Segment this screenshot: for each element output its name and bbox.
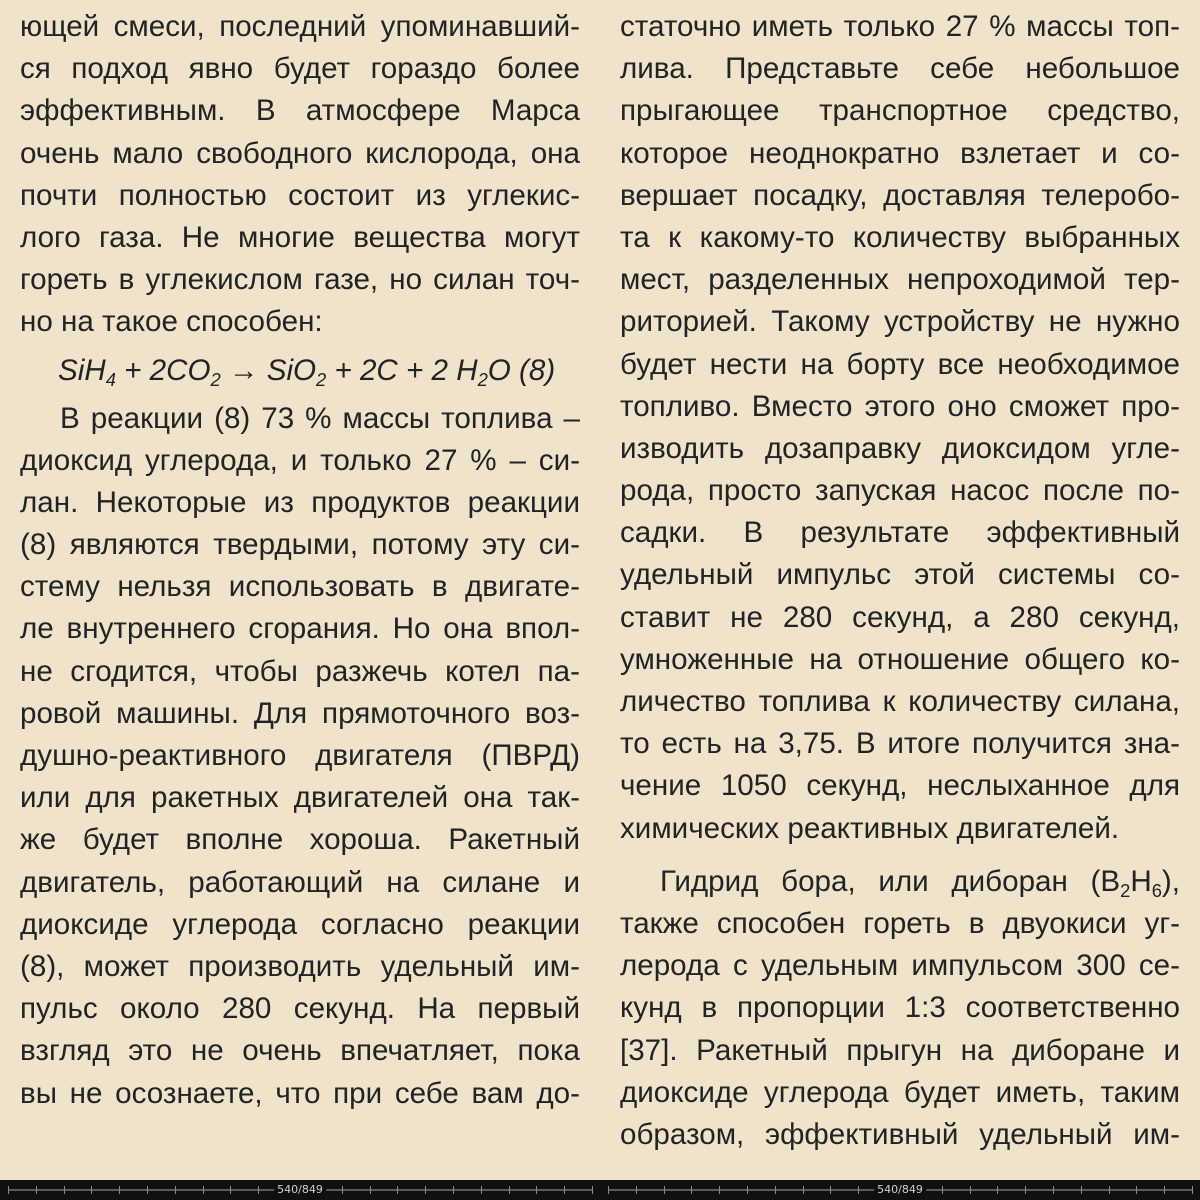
- text-line: двигатель, работающий на силане и: [20, 865, 580, 899]
- progress-tick: [1025, 1186, 1026, 1194]
- status-bar-right: [600, 1180, 1200, 1200]
- text-line: но на такое способен:: [20, 305, 323, 339]
- right-paragraph-diborane: [620, 861, 1180, 1156]
- progress-tick: [858, 1186, 859, 1194]
- progress-tick: [342, 1186, 343, 1194]
- text-line: лерода с удельным импульсом 300 се-: [620, 949, 1180, 983]
- progress-tick: [747, 1186, 748, 1194]
- progress-tick: [453, 1186, 454, 1194]
- text-line: (8) являются твердыми, потому эту си-: [20, 528, 580, 562]
- progress-tick: [175, 1186, 176, 1194]
- text-line: пульс около 280 секунд. На первый: [20, 992, 580, 1026]
- text-line: не сгодится, чтобы разжечь котел па-: [20, 654, 580, 688]
- progress-tick: [36, 1186, 37, 1194]
- text-line: также способен гореть в двуокиси уг-: [620, 906, 1180, 940]
- text-line: личество топлива к количеству силана,: [620, 685, 1180, 718]
- text-line: которое неоднократно взлетает и со-: [620, 136, 1180, 170]
- progress-tick: [997, 1186, 998, 1194]
- text-line: В реакции (8) 73 % массы топлива –: [60, 401, 580, 435]
- text-line: ся подход явно будет гораздо более: [20, 52, 580, 86]
- text-line: химических реактивных двигателей.: [620, 811, 1120, 845]
- text-line: удельный импульс этой системы со-: [620, 558, 1180, 592]
- progress-tick: [509, 1186, 510, 1194]
- page-counter: 540/849: [274, 1182, 326, 1197]
- text-line: топливо. Вместо этого оно сможет про-: [620, 389, 1180, 423]
- progress-tick: [592, 1186, 593, 1194]
- text-line: лан. Некоторые из продуктов реакции: [20, 485, 580, 519]
- text-line: ющей смеси, последний упоминавший-: [20, 10, 580, 43]
- text-line: мест, разделенных непроходимой тер-: [620, 263, 1180, 297]
- progress-tick: [1081, 1186, 1082, 1194]
- text-line: гореть в углекислом газе, но силан точ-: [20, 263, 580, 297]
- text-line: (8), может производить удельный им-: [20, 949, 580, 983]
- text-line: диоксиде углерода будет иметь, таким: [620, 1075, 1180, 1109]
- progress-tick: [970, 1186, 971, 1194]
- progress-tick: [64, 1186, 65, 1194]
- progress-tick: [1109, 1186, 1110, 1194]
- right-text-column: [620, 6, 1180, 1178]
- text-line: вершает посадку, доставляя телеробо-: [620, 178, 1180, 212]
- status-bar-left: [0, 1180, 600, 1200]
- progress-tick: [830, 1186, 831, 1194]
- text-line: чение 1050 секунд, неслыханное для: [620, 769, 1180, 803]
- progress-tick: [691, 1186, 692, 1194]
- text-line: очень мало свободного кислорода, она: [20, 136, 580, 170]
- text-line: умноженные на отношение общего ко-: [620, 642, 1180, 676]
- progress-tick: [481, 1186, 482, 1194]
- page-counter: 540/849: [874, 1182, 926, 1197]
- text-line: или для ракетных двигателей она так-: [20, 781, 580, 815]
- progress-tick: [425, 1186, 426, 1194]
- progress-tick: [147, 1186, 148, 1194]
- text-line: душно-реактивного двигателя (ПВРД): [20, 739, 580, 772]
- text-line: образом, эффективный удельный им-: [620, 1117, 1180, 1151]
- progress-tick: [1164, 1186, 1165, 1194]
- text-line: прыгающее транспортное средство,: [620, 94, 1180, 128]
- progress-tick: [91, 1186, 92, 1194]
- progress-tick: [1053, 1186, 1054, 1194]
- left-text-column: [20, 6, 580, 1178]
- text-line: садки. В результате эффективный: [620, 516, 1180, 550]
- progress-tick: [8, 1186, 9, 1194]
- progress-tick: [608, 1186, 609, 1194]
- progress-tick: [1136, 1186, 1137, 1194]
- progress-tick: [230, 1186, 231, 1194]
- progress-tick: [203, 1186, 204, 1194]
- text-line: почти полностью состоит из углекис-: [20, 178, 580, 212]
- progress-tick: [1192, 1186, 1193, 1194]
- text-line: ставит не 280 секунд, а 280 секунд,: [620, 600, 1180, 634]
- text-line: взгляд это не очень впечатляет, пока: [20, 1034, 580, 1068]
- progress-tick: [536, 1186, 537, 1194]
- text-line: [37]. Ракетный прыгун на диборане и: [620, 1033, 1180, 1067]
- progress-tick: [803, 1186, 804, 1194]
- left-paragraph-continued: [20, 6, 580, 344]
- text-line: статочно иметь только 27 % массы топ-: [620, 10, 1180, 43]
- text-line: та к какому-то количеству выбранных: [620, 220, 1180, 254]
- text-line: рода, просто запуская насос после по-: [620, 474, 1180, 508]
- left-paragraph-reaction: [20, 398, 580, 1115]
- progress-tick: [775, 1186, 776, 1194]
- progress-tick: [397, 1186, 398, 1194]
- text-line: эффективным. В атмосфере Марса: [20, 94, 580, 128]
- text-line: будет нести на борту все необходимое: [620, 347, 1180, 381]
- text-line: диоксид углерода, и только 27 % – си-: [20, 443, 580, 477]
- text-line: же будет вполне хороша. Ракетный: [20, 823, 580, 857]
- text-line: лого газа. Не многие вещества могут: [20, 220, 580, 254]
- text-line: ле внутреннего сгорания. Но она впол-: [20, 612, 580, 646]
- text-line: диоксиде углерода согласно реакции: [20, 907, 580, 941]
- text-line: риторией. Такому устройству не нужно: [620, 305, 1180, 339]
- progress-tick: [564, 1186, 565, 1194]
- progress-tick: [636, 1186, 637, 1194]
- reader-status-bar: [0, 1180, 1200, 1200]
- progress-tick: [719, 1186, 720, 1194]
- text-line: стему нельзя использовать в двигате-: [20, 570, 580, 604]
- progress-tick: [258, 1186, 259, 1194]
- progress-tick: [370, 1186, 371, 1194]
- reaction-formula: $SiH_4 + 2CO_2 \to SiO_2 + 2C + 2$ $H_2O$ (8): [58, 353, 556, 390]
- progress-tick: [942, 1186, 943, 1194]
- text-line: изводить дозаправку диоксидом угле-: [620, 431, 1180, 465]
- progress-tick: [119, 1186, 120, 1194]
- right-paragraph-continued: [620, 6, 1180, 850]
- text-line: то есть на 3,75. В итоге получится зна-: [620, 727, 1180, 761]
- text-line: ровой машины. Для прямоточного воз-: [20, 696, 580, 730]
- text-line: кунд в пропорции 1:3 соответственно: [620, 991, 1180, 1025]
- text-line: лива. Представьте себе небольшое: [620, 52, 1180, 86]
- text-line: Гидрид бора, или диборан $(B_2H_6)$,: [660, 864, 1180, 901]
- progress-tick: [664, 1186, 665, 1194]
- text-line: вы не осознаете, что при себе вам до-: [20, 1076, 580, 1110]
